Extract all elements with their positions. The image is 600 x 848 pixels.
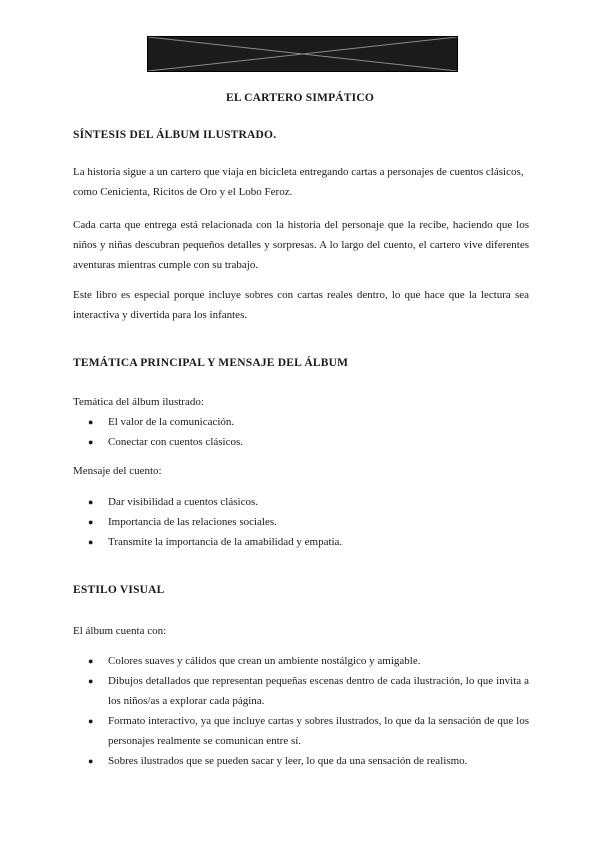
list-item: ● Dibujos detallados que representan pequeñas escenas dentro de cada ilustración, lo que invita a los niños/as a explorar cada página. — [73, 671, 529, 711]
heading-tematica: TEMÁTICA PRINCIPAL Y MENSAJE DEL ÁLBUM — [73, 357, 349, 369]
image-placeholder-icon — [148, 37, 457, 71]
mensaje-label: Mensaje del cuento: — [73, 465, 162, 477]
bullet-icon: ● — [88, 716, 94, 726]
mensaje-list — [73, 492, 529, 552]
paragraph-sintesis-1: La historia sigue a un cartero que viaja en bicicleta entregando cartas a personajes de cuentos clásicos, como Cenicienta, Ricitos de Oro y el Lobo Feroz. — [73, 166, 524, 198]
list-item: ● Conectar con cuentos clásicos. — [73, 432, 529, 452]
list-item: ● Sobres ilustrados que se pueden sacar y leer, lo que da una sensación de realismo. — [73, 751, 529, 771]
bullet-icon: ● — [88, 437, 94, 447]
list-item: ● Transmite la importancia de la amabilidad y empatía. — [73, 532, 529, 552]
bullet-icon: ● — [88, 497, 94, 507]
list-item: ● Dar visibilidad a cuentos clásicos. — [73, 492, 529, 512]
list-item: ● Colores suaves y cálidos que crean un ambiente nostálgico y amigable. — [73, 651, 529, 671]
bullet-icon: ● — [88, 417, 94, 427]
paragraph-sintesis-2: Cada carta que entrega está relacionada con la historia del personaje que la recibe, haciendo que los niños y niñas descubran pequeños detalles y sorpresas. A lo largo del cuento, el cartero vive diferentes aventuras mientras cumple con su trabajo. — [73, 219, 529, 271]
heading-estilo: ESTILO VISUAL — [73, 584, 165, 596]
tematica-label: Temática del álbum ilustrado: — [73, 396, 204, 408]
bullet-icon: ● — [88, 517, 94, 527]
bullet-icon: ● — [88, 676, 94, 686]
document-title: EL CARTERO SIMPÁTICO — [225, 92, 374, 104]
header-image-placeholder — [147, 36, 458, 72]
estilo-list — [73, 651, 529, 771]
bullet-icon: ● — [88, 756, 94, 766]
list-item: ● El valor de la comunicación. — [73, 412, 529, 432]
list-item: ● Importancia de las relaciones sociales. — [73, 512, 529, 532]
paragraph-sintesis-3: Este libro es especial porque incluye sobres con cartas reales dentro, lo que hace que la lectura sea interactiva y divertida para los infantes. — [73, 289, 529, 321]
bullet-icon: ● — [88, 537, 94, 547]
heading-sintesis: SÍNTESIS DEL ÁLBUM ILUSTRADO. — [73, 129, 277, 141]
bullet-icon: ● — [88, 656, 94, 666]
estilo-intro: El álbum cuenta con: — [73, 625, 167, 637]
list-item: ● Formato interactivo, ya que incluye cartas y sobres ilustrados, lo que da la sensación de que los personajes realmente se comunican entre sí. — [73, 711, 529, 751]
tematica-list — [73, 412, 529, 452]
